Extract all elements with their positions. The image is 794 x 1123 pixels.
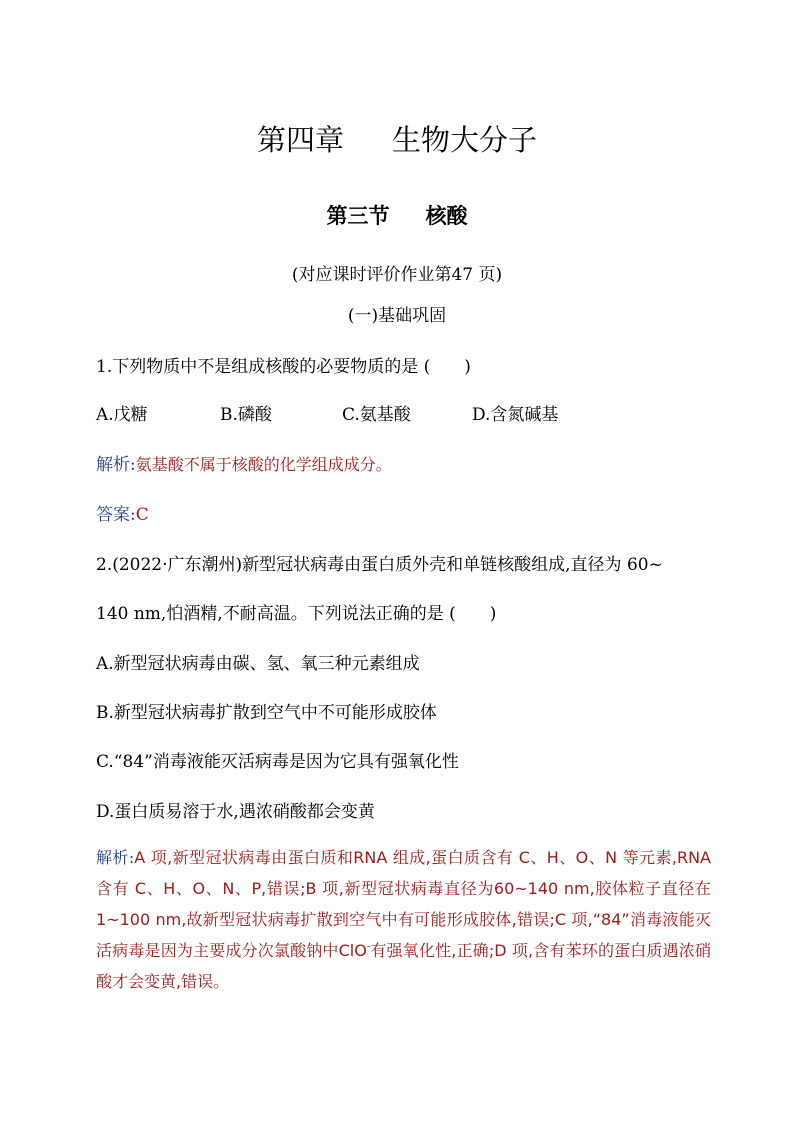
section-number: 第三节 <box>326 204 390 228</box>
q1-option-a: A.戊糖 <box>96 405 148 425</box>
homework-reference: (对应课时评价作业第47 页) <box>291 265 503 285</box>
part-heading: (一)基础巩固 <box>347 306 447 326</box>
q2-stem-line2: 140 nm,怕酒精,不耐高温。下列说法正确的是 ( ) <box>96 604 497 624</box>
q2-stem-line1: 2.(2022·广东潮州)新型冠状病毒由蛋白质外壳和单链核酸组成,直径为 60~ <box>96 555 663 575</box>
chapter-heading <box>0 118 794 159</box>
q2-option-b: B.新型冠状病毒扩散到空气中不可能形成胶体 <box>96 703 437 723</box>
q2-option-a: A.新型冠状病毒由碳、氢、氧三种元素组成 <box>96 654 420 674</box>
q2-analysis-label: 解析: <box>96 848 135 867</box>
q2-analysis-text-1: A 项,新型冠状病毒由蛋白质和RNA 组成,蛋白质含有 C、H、O、N 等元素,RNA 含有 C、H、O、N、P,错误;B 项,新型冠状病毒直径为60~140 nm,胶体粒子直径在 1~100 nm,故新型冠状病毒扩散到空气中有可能形成胶体,错误;C 项,“84”消毒液能灭活病毒是因为主要成分次氯酸钠中ClO <box>96 848 711 960</box>
q1-option-c: C.氨基酸 <box>342 405 411 425</box>
q1-analysis-label: 解析: <box>96 455 136 475</box>
q2-option-c: C.“84”消毒液能灭活病毒是因为它具有强氧化性 <box>96 752 459 772</box>
q1-options <box>96 400 558 425</box>
q2-analysis-superscript: - <box>366 941 371 953</box>
q1-option-b: B.磷酸 <box>220 405 272 425</box>
q1-analysis-text: 氨基酸不属于核酸的化学组成成分。 <box>135 455 392 474</box>
section-heading <box>0 200 794 230</box>
q1-analysis <box>96 450 392 475</box>
section-title: 核酸 <box>425 204 468 228</box>
q1-answer-value: C <box>135 505 149 525</box>
q1-stem: 1.下列物质中不是组成核酸的必要物质的是 ( ) <box>96 357 471 377</box>
q1-answer-label: 答案: <box>96 505 136 525</box>
chapter-title: 生物大分子 <box>392 123 538 157</box>
q2-option-d: D.蛋白质易溶于水,遇浓硝酸都会变黄 <box>96 802 375 822</box>
q2-analysis <box>96 842 711 997</box>
q2-analysis-text-2: 有强氧化性,正确;D 项,含有苯环的蛋白质遇浓硝酸才会变黄,错误。 <box>96 941 711 991</box>
q1-option-d: D.含氮碱基 <box>472 405 559 425</box>
chapter-number: 第四章 <box>256 123 344 157</box>
q1-answer <box>96 500 149 525</box>
